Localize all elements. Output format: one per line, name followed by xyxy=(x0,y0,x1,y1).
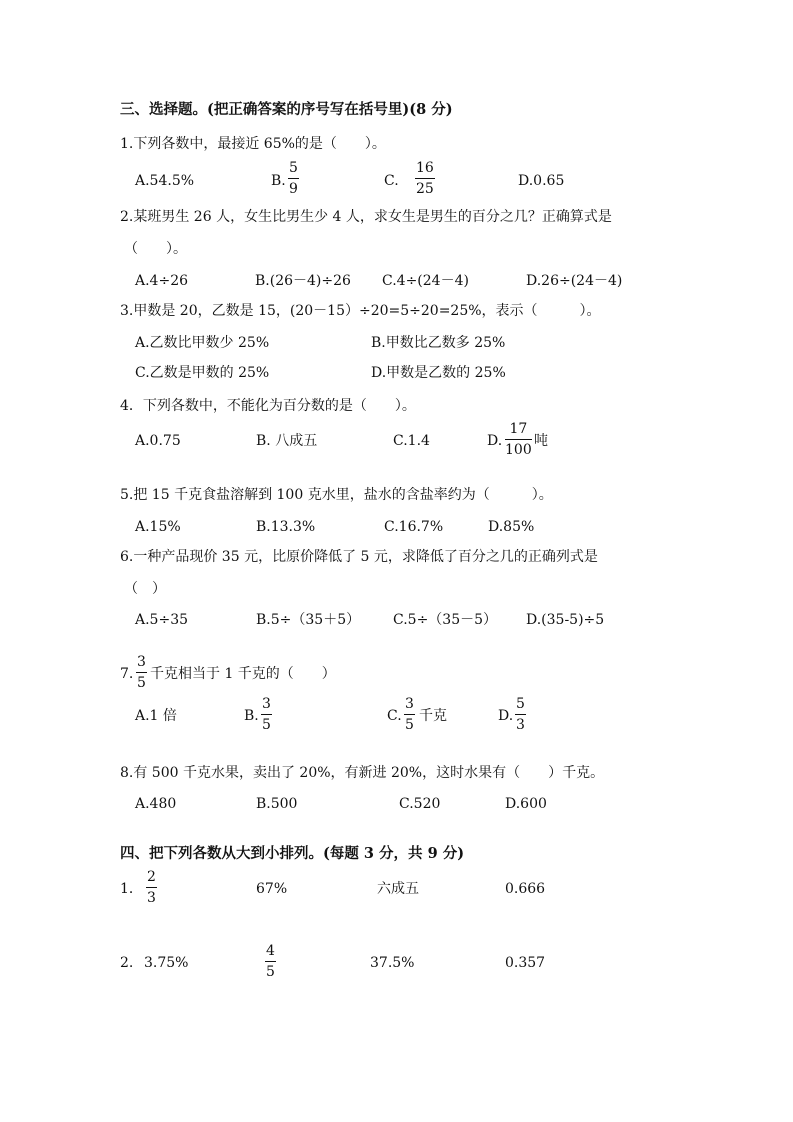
question-1-text: 1.下列各数中，最接近 65%的是（ ）。 xyxy=(120,136,386,152)
fraction-denominator: 100 xyxy=(505,442,532,458)
q5-option-d: D.85% xyxy=(488,519,535,535)
question-8-text: 8.有 500 千克水果，卖出了 20%，有新进 20%，这时水果有（ ）千克。 xyxy=(120,765,605,781)
problem-1-value-4: 0.666 xyxy=(505,881,546,897)
q3-option-b: B.甲数比乙数多 25% xyxy=(371,335,506,351)
fraction-denominator: 5 xyxy=(262,717,271,733)
problem-1-value-2: 67% xyxy=(256,881,288,897)
q4-option-a: A.0.75 xyxy=(135,433,181,449)
q1-option-b-fraction xyxy=(288,160,299,197)
fraction-numerator: 16 xyxy=(416,160,434,176)
q5-option-a: A.15% xyxy=(135,519,181,535)
q7-option-d-fraction xyxy=(515,696,526,733)
q7-option-b-prefix: B. xyxy=(244,708,259,724)
q8-option-a: A.480 xyxy=(135,796,177,812)
problem-2-value-4: 0.357 xyxy=(505,955,546,971)
q4-option-d-fraction xyxy=(505,421,532,458)
q6-option-a: A.5÷35 xyxy=(135,612,189,628)
fraction-numerator: 5 xyxy=(289,160,298,176)
question-7-fraction xyxy=(136,654,147,691)
problem-2-label: 2. xyxy=(120,955,134,971)
problem-1-value-3: 六成五 xyxy=(377,881,419,897)
q4-option-b: B. 八成五 xyxy=(256,433,318,449)
q5-option-b: B.13.3% xyxy=(256,519,316,535)
fraction-denominator: 5 xyxy=(266,964,275,980)
question-6-text-cont: （ ） xyxy=(124,581,166,597)
q7-option-d-prefix: D. xyxy=(498,708,514,724)
fraction-denominator: 9 xyxy=(289,181,298,197)
problem-2-fraction xyxy=(265,943,276,980)
problem-1-label: 1． xyxy=(120,881,143,897)
q2-option-c: C.4÷(24－4) xyxy=(382,273,469,289)
fraction-denominator: 3 xyxy=(516,717,525,733)
fraction-denominator: 5 xyxy=(405,717,414,733)
fraction-denominator: 3 xyxy=(147,890,156,906)
fraction-numerator: 3 xyxy=(137,654,146,670)
q1-option-b-prefix: B. xyxy=(271,173,286,189)
q8-option-c: C.520 xyxy=(399,796,441,812)
question-7-number: 7. xyxy=(120,666,134,682)
q7-option-b-fraction xyxy=(261,696,272,733)
q2-option-b: B.(26－4)÷26 xyxy=(255,273,351,289)
fraction-numerator: 4 xyxy=(266,943,275,959)
q3-option-c: C.乙数是甲数的 25% xyxy=(135,365,270,381)
question-2-text-cont: （ ）。 xyxy=(124,241,187,257)
q1-option-c-fraction xyxy=(415,160,435,197)
problem-1-fraction xyxy=(146,869,157,906)
question-7-text: 千克相当于 1 千克的（ ） xyxy=(150,666,336,682)
question-5-text: 5.把 15 千克食盐溶解到 100 克水里，盐水的含盐率约为（ ）。 xyxy=(120,487,553,503)
fraction-numerator: 5 xyxy=(516,696,525,712)
problem-2-value-3: 37.5% xyxy=(370,955,415,971)
q4-option-c: C.1.4 xyxy=(393,433,430,449)
q1-option-d: D.0.65 xyxy=(518,173,565,189)
q1-option-c-prefix: C. xyxy=(384,173,399,189)
fraction-numerator: 17 xyxy=(509,421,528,437)
q7-option-c-fraction xyxy=(404,696,415,733)
q4-option-d-unit: 吨 xyxy=(534,433,548,449)
question-2-text: 2.某班男生 26 人，女生比男生少 4 人，求女生是男生的百分之几？正确算式是 xyxy=(120,209,612,225)
question-4-text: 4．下列各数中，不能化为百分数的是（ ）。 xyxy=(120,398,416,414)
q1-option-a: A.54.5% xyxy=(135,173,195,189)
q7-option-a: A.1 倍 xyxy=(135,708,177,724)
q6-option-d: D.(35-5)÷5 xyxy=(526,612,605,628)
question-6-text: 6.一种产品现价 35 元，比原价降低了 5 元，求降低了百分之几的正确列式是 xyxy=(120,549,598,565)
section-3-heading: 三、选择题。(把正确答案的序号写在括号里)(8 分) xyxy=(120,101,453,118)
q6-option-c: C.5÷（35－5） xyxy=(393,612,498,628)
q8-option-b: B.500 xyxy=(256,796,298,812)
q2-option-a: A.4÷26 xyxy=(135,273,189,289)
q7-option-c-prefix: C. xyxy=(387,708,402,724)
q6-option-b: B.5÷（35＋5） xyxy=(256,612,361,628)
fraction-numerator: 3 xyxy=(405,696,414,712)
q5-option-c: C.16.7% xyxy=(384,519,444,535)
q2-option-d: D.26÷(24－4) xyxy=(526,273,623,289)
section-4-heading: 四、把下列各数从大到小排列。(每题 3 分，共 9 分) xyxy=(120,845,465,862)
problem-2-value-1: 3.75% xyxy=(144,955,189,971)
question-3-text: 3.甲数是 20，乙数是 15，(20－15）÷20=5÷20=25%，表示（ ）。 xyxy=(120,303,601,319)
q7-option-c-unit: 千克 xyxy=(419,708,447,724)
q8-option-d: D.600 xyxy=(505,796,547,812)
fraction-denominator: 25 xyxy=(416,181,434,197)
fraction-denominator: 5 xyxy=(137,675,146,691)
q4-option-d-prefix: D. xyxy=(487,433,503,449)
fraction-numerator: 3 xyxy=(262,696,271,712)
fraction-numerator: 2 xyxy=(147,869,156,885)
q3-option-a: A.乙数比甲数少 25% xyxy=(135,335,270,351)
q3-option-d: D.甲数是乙数的 25% xyxy=(371,365,506,381)
